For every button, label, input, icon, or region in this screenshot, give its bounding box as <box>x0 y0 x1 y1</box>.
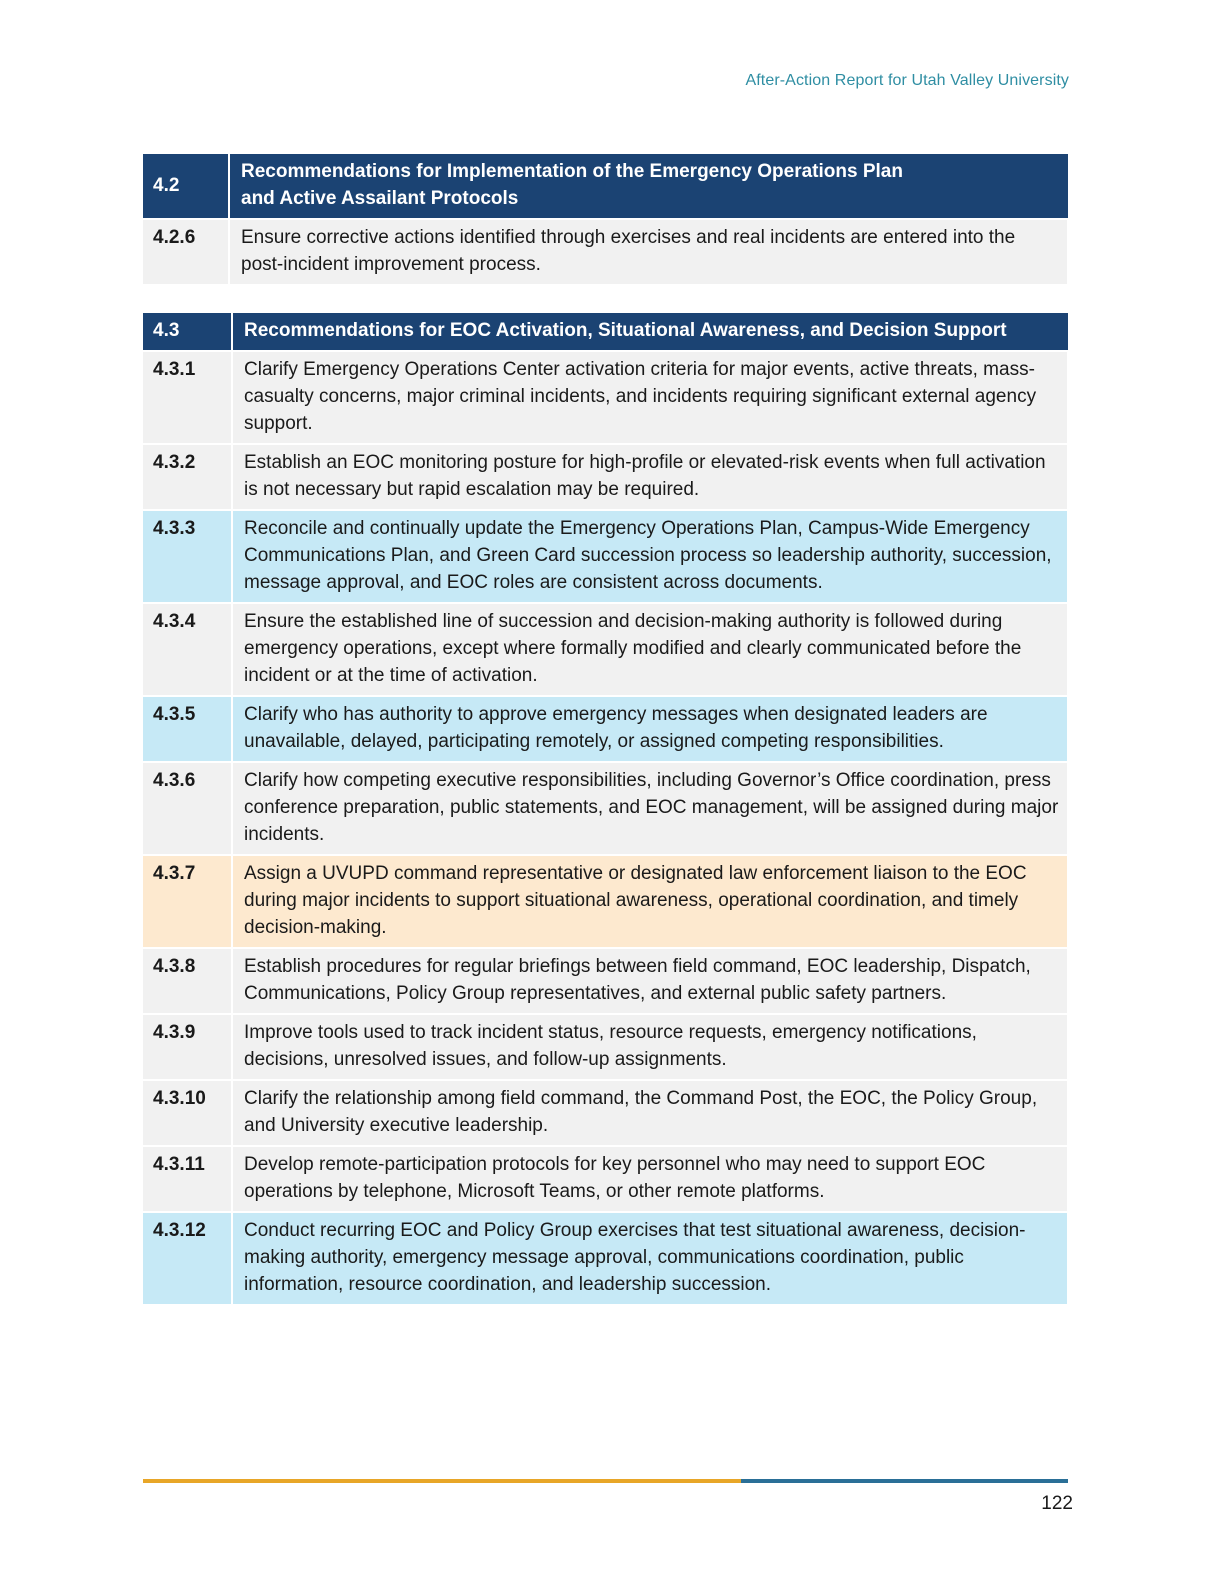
section-title: Recommendations for EOC Activation, Situational Awareness, and Decision Support <box>232 313 1067 351</box>
section-number: 4.3 <box>143 313 232 351</box>
recommendation-id: 4.3.12 <box>143 1212 232 1305</box>
recommendations-table-4-3 <box>143 313 1068 1306</box>
recommendation-text: Clarify how competing executive responsibilities, including Governor’s Office coordination, press conference preparation, public statements, and EOC management, will be assigned during major incidents. <box>232 762 1067 855</box>
table-row <box>143 510 1067 603</box>
recommendations-table-4-2 <box>143 154 1068 286</box>
recommendation-text: Assign a UVUPD command representative or designated law enforcement liaison to the EOC during major incidents to support situational awareness, operational coordination, and timely decision-making. <box>232 855 1067 948</box>
recommendation-id: 4.3.7 <box>143 855 232 948</box>
recommendation-text: Reconcile and continually update the Emergency Operations Plan, Campus-Wide Emergency Communications Plan, and Green Card succession process so leadership authority, succession, message approval, and EOC roles are consistent across documents. <box>232 510 1067 603</box>
table-row <box>143 1212 1067 1305</box>
recommendation-text: Establish an EOC monitoring posture for high-profile or elevated-risk events when full activation is not necessary but rapid escalation may be required. <box>232 444 1067 510</box>
recommendation-id: 4.3.5 <box>143 696 232 762</box>
section-title <box>229 154 1067 219</box>
recommendation-text: Develop remote-participation protocols for key personnel who may need to support EOC operations by telephone, Microsoft Teams, or other remote platforms. <box>232 1146 1067 1212</box>
footer-divider-gold <box>143 1479 741 1483</box>
table-row <box>143 1080 1067 1146</box>
recommendation-text: Establish procedures for regular briefings between field command, EOC leadership, Dispatch, Communications, Policy Group representatives, and external public safety partners. <box>232 948 1067 1014</box>
recommendation-text: Improve tools used to track incident status, resource requests, emergency notifications, decisions, unresolved issues, and follow-up assignments. <box>232 1014 1067 1080</box>
table-row <box>143 696 1067 762</box>
table-row <box>143 219 1067 285</box>
table-header-row <box>143 154 1067 219</box>
table-row <box>143 603 1067 696</box>
recommendation-id: 4.3.4 <box>143 603 232 696</box>
table-row <box>143 444 1067 510</box>
recommendation-id: 4.3.6 <box>143 762 232 855</box>
running-header: After-Action Report for Utah Valley University <box>745 72 1069 89</box>
recommendation-text: Clarify the relationship among field command, the Command Post, the EOC, the Policy Group, and University executive leadership. <box>232 1080 1067 1146</box>
section-title-line-2: and Active Assailant Protocols <box>241 188 519 209</box>
recommendation-text: Conduct recurring EOC and Policy Group exercises that test situational awareness, decision-making authority, emergency message approval, communications coordination, public information, resource coordination, and leadership succession. <box>232 1212 1067 1305</box>
section-title-line-1: Recommendations for Implementation of the Emergency Operations Plan <box>241 161 903 182</box>
recommendation-id: 4.3.2 <box>143 444 232 510</box>
recommendation-text: Clarify Emergency Operations Center activation criteria for major events, active threats, mass-casualty concerns, major criminal incidents, and incidents requiring significant external agency support. <box>232 351 1067 444</box>
section-number: 4.2 <box>143 154 229 219</box>
page-number: 122 <box>1041 1493 1073 1514</box>
recommendation-text: Clarify who has authority to approve emergency messages when designated leaders are unavailable, delayed, participating remotely, or assigned competing responsibilities. <box>232 696 1067 762</box>
table-row <box>143 855 1067 948</box>
recommendation-id: 4.3.10 <box>143 1080 232 1146</box>
footer-divider-teal <box>741 1479 1068 1483</box>
recommendation-id: 4.3.9 <box>143 1014 232 1080</box>
table-row <box>143 351 1067 444</box>
recommendation-id: 4.3.1 <box>143 351 232 444</box>
recommendation-text: Ensure corrective actions identified through exercises and real incidents are entered into the post-incident improvement process. <box>229 219 1067 285</box>
recommendation-id: 4.3.11 <box>143 1146 232 1212</box>
table-row <box>143 948 1067 1014</box>
recommendation-text: Ensure the established line of succession and decision-making authority is followed during emergency operations, except where formally modified and clearly communicated before the incident or at the time of activation. <box>232 603 1067 696</box>
table-row <box>143 762 1067 855</box>
recommendation-id: 4.2.6 <box>143 219 229 285</box>
recommendation-id: 4.3.8 <box>143 948 232 1014</box>
table-header-row <box>143 313 1067 351</box>
recommendation-id: 4.3.3 <box>143 510 232 603</box>
footer-divider <box>143 1479 1068 1483</box>
table-row <box>143 1146 1067 1212</box>
table-row <box>143 1014 1067 1080</box>
